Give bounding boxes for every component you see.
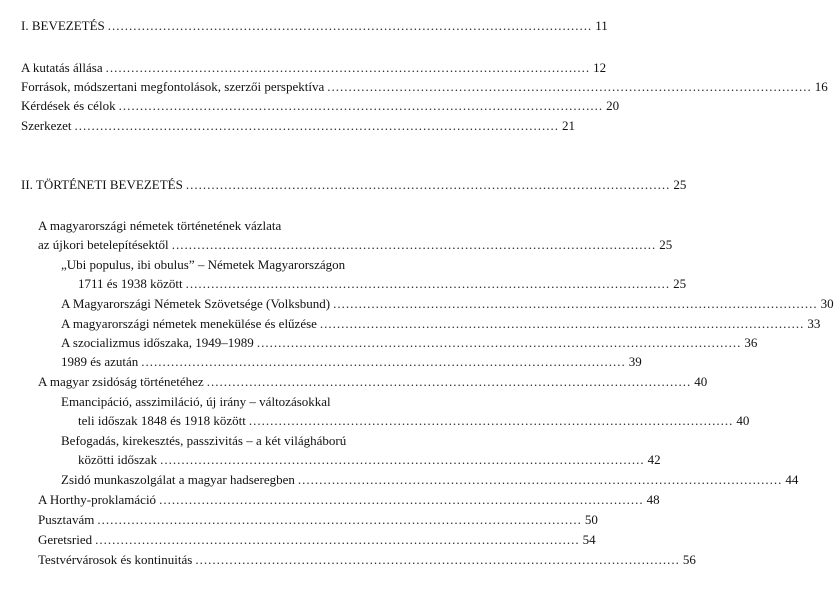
toc-entry-line1 <box>0 256 463 274</box>
leader-dots: .................................................................................................................. <box>206 374 692 389</box>
page-number: 21 <box>562 118 576 133</box>
toc-entry-line1 <box>0 217 463 235</box>
toc-entry <box>0 471 799 489</box>
entry-title: teli időszak 1848 és 1918 között <box>78 413 246 428</box>
leader-dots: .................................................................................................................. <box>185 177 671 192</box>
entry-title: közötti időszak <box>78 452 158 467</box>
toc-entry <box>0 275 687 293</box>
leader-dots: .................................................................................................................. <box>333 296 818 311</box>
leader-dots: .................................................................................................................. <box>171 237 657 252</box>
leader-dots: .................................................................................................................. <box>107 18 593 33</box>
leader-dots: .................................................................................................................. <box>95 532 580 547</box>
entry-title-line1: Befogadás, kirekesztés, passzivitás – a két világháború <box>61 433 347 448</box>
toc-entry <box>0 451 661 469</box>
page-number: 50 <box>584 512 598 527</box>
section-title: II. TÖRTÉNETI BEVEZETÉS <box>21 177 183 192</box>
page-number: 20 <box>606 98 620 113</box>
leader-dots: .................................................................................................................. <box>97 512 582 527</box>
leader-dots: .................................................................................................................. <box>105 60 591 75</box>
entry-title-line1: „Ubi populus, ibi obulus” – Németek Magyarországon <box>61 257 346 272</box>
toc-section-heading <box>0 17 608 35</box>
entry-title: A magyarországi németek menekülése és elűzése <box>61 316 317 331</box>
toc-entry-line1 <box>0 432 463 450</box>
page-number: 12 <box>593 60 607 75</box>
section-title: I. BEVEZETÉS <box>21 18 105 33</box>
page-number: 42 <box>647 452 661 467</box>
toc-section-heading <box>0 176 687 194</box>
entry-title: 1711 és 1938 között <box>78 276 183 291</box>
toc-entry <box>0 59 607 77</box>
toc-entry <box>0 412 750 430</box>
toc-entry <box>0 97 620 115</box>
leader-dots: .................................................................................................................. <box>185 276 671 291</box>
leader-dots: .................................................................................................................. <box>327 79 812 94</box>
entry-title-line1: Emancipáció, asszimiláció, új irány – változásokkal <box>61 394 331 409</box>
page-number: 33 <box>807 316 821 331</box>
toc-entry <box>0 511 598 529</box>
entry-title: Források, módszertani megfontolások, szerzői perspektíva <box>21 79 325 94</box>
entry-title: A magyar zsidóság történetéhez <box>38 374 204 389</box>
entry-title: Geretsried <box>38 532 93 547</box>
leader-dots: .................................................................................................................. <box>160 452 645 467</box>
page-number: 44 <box>785 472 799 487</box>
entry-title-line1: A magyarországi németek történetének vázlata <box>38 218 282 233</box>
toc-entry <box>0 491 660 509</box>
leader-dots: .................................................................................................................. <box>319 316 805 331</box>
toc-entry <box>0 295 834 313</box>
leader-dots: .................................................................................................................. <box>297 472 783 487</box>
toc-entry <box>0 373 708 391</box>
page-number: 48 <box>646 492 660 507</box>
page-number: 39 <box>628 354 642 369</box>
entry-title: Zsidó munkaszolgálat a magyar hadseregben <box>61 472 295 487</box>
leader-dots: .................................................................................................................. <box>256 335 742 350</box>
entry-title: 1989 és azután <box>61 354 139 369</box>
entry-title: A Horthy-proklamáció <box>38 492 157 507</box>
page-number: 56 <box>682 552 696 567</box>
entry-title: Pusztavám <box>38 512 95 527</box>
entry-title: Testvérvárosok és kontinuitás <box>38 552 193 567</box>
page-number: 30 <box>820 296 834 311</box>
leader-dots: .................................................................................................................. <box>141 354 626 369</box>
toc-entry-line1 <box>0 393 463 411</box>
page-number: 54 <box>582 532 596 547</box>
toc-entry <box>0 315 821 333</box>
entry-title: A kutatás állása <box>21 60 103 75</box>
leader-dots: .................................................................................................................. <box>159 492 644 507</box>
leader-dots: .................................................................................................................. <box>248 413 734 428</box>
toc-entry <box>0 353 642 371</box>
page-number: 25 <box>673 276 687 291</box>
leader-dots: .................................................................................................................. <box>195 552 680 567</box>
entry-title: Szerkezet <box>21 118 72 133</box>
leader-dots: .................................................................................................................. <box>74 118 560 133</box>
entry-title: A szocializmus időszaka, 1949–1989 <box>61 335 254 350</box>
page-number: 40 <box>694 374 708 389</box>
toc-entry <box>0 78 828 96</box>
page-number: 36 <box>744 335 758 350</box>
entry-title: A Magyarországi Németek Szövetsége (Volksbund) <box>61 296 331 311</box>
toc-entry <box>0 236 673 254</box>
page-number: 25 <box>659 237 673 252</box>
toc-entry <box>0 531 596 549</box>
toc-entry <box>0 551 696 569</box>
toc-entry <box>0 117 576 135</box>
page-number: 40 <box>736 413 750 428</box>
page-number: 11 <box>595 18 608 33</box>
entry-title: az újkori betelepítésektől <box>38 237 169 252</box>
entry-title: Kérdések és célok <box>21 98 116 113</box>
page-number: 16 <box>814 79 828 94</box>
leader-dots: .................................................................................................................. <box>118 98 604 113</box>
page-number: 25 <box>673 177 687 192</box>
toc-entry <box>0 334 758 352</box>
